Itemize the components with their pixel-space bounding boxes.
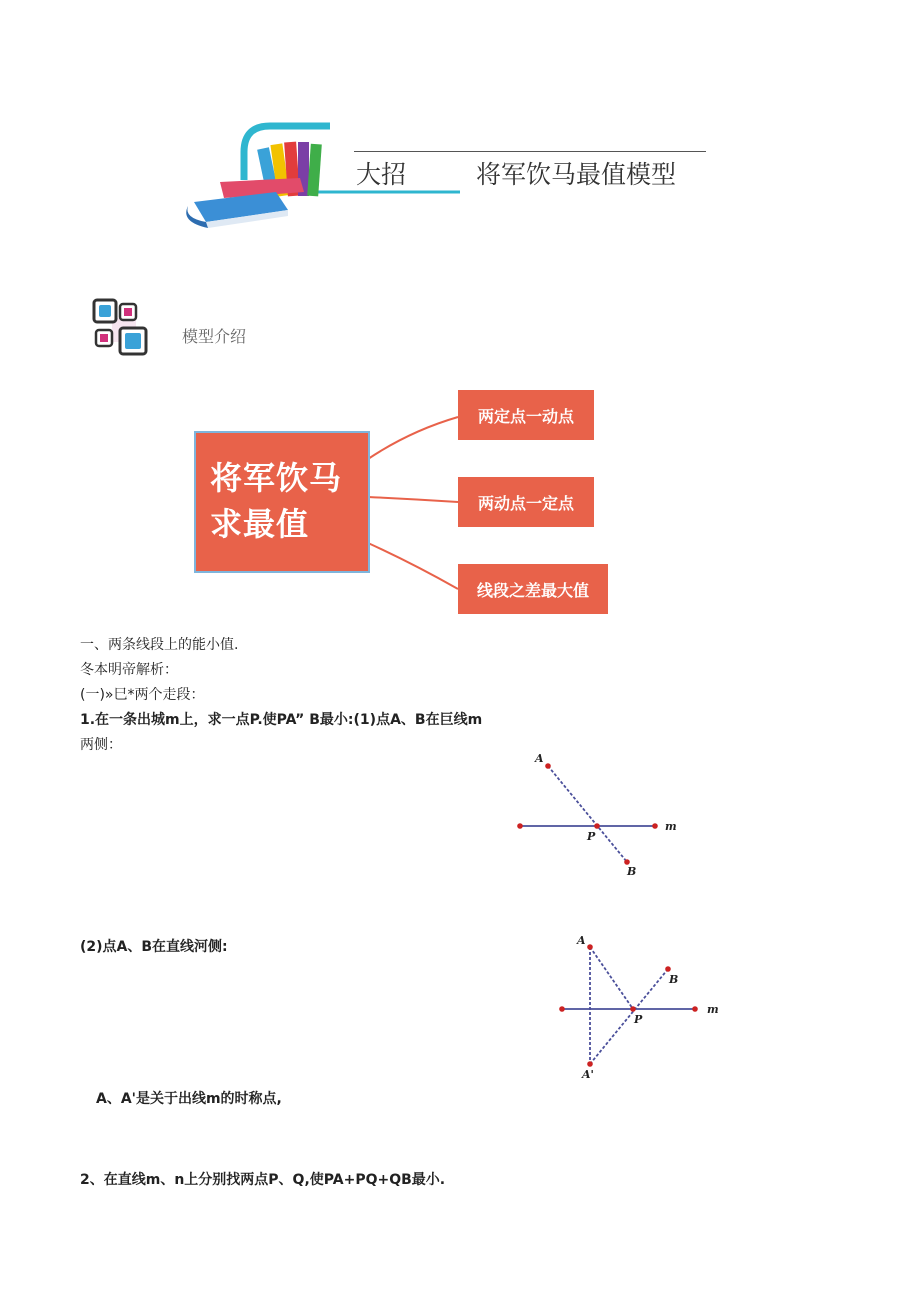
figure-1-point-a bbox=[545, 763, 551, 769]
figure-1-point-b bbox=[624, 859, 630, 865]
figure-2-point-a-prime bbox=[587, 1061, 593, 1067]
figure-2-label-b: B bbox=[669, 973, 679, 986]
page-title-prefix: 大招 bbox=[356, 160, 407, 189]
figure-2-point-b bbox=[665, 966, 671, 972]
text-line-4: 1.在一条出城m上，求一点P.使PA” B最小:(1)点A、B在巨线m bbox=[80, 712, 483, 728]
figure-1-point-left bbox=[517, 823, 523, 829]
section-label: 模型介绍 bbox=[182, 327, 247, 346]
text-line-2: 冬本明帝解析： bbox=[80, 662, 178, 678]
header-rule bbox=[354, 151, 706, 152]
figure-2-label-m: m bbox=[707, 1003, 719, 1016]
figure-2-diagram bbox=[550, 930, 730, 1082]
text-line-6: (2)点A、B在直线河侧: bbox=[80, 939, 228, 955]
figure-1-label-a: A bbox=[535, 752, 544, 765]
figure-1-label-b: B bbox=[627, 865, 637, 878]
figure-1-label-p: P bbox=[587, 830, 596, 843]
mindmap-branch-3: 线段之差最大值 bbox=[458, 564, 608, 614]
figure-1-label-m: m bbox=[665, 820, 677, 833]
modules-icon bbox=[90, 296, 152, 360]
figure-1-point-p bbox=[594, 823, 600, 829]
figure-2-label-a-prime: A' bbox=[582, 1068, 594, 1081]
mindmap-main-node bbox=[196, 433, 368, 571]
books-illustration bbox=[180, 122, 470, 232]
figure-2-label-a: A bbox=[577, 934, 586, 947]
mindmap-diagram bbox=[190, 385, 620, 620]
figure-1-point-right bbox=[652, 823, 658, 829]
mindmap-main-line1: 将军饮马 bbox=[210, 459, 343, 497]
figure-2-label-p: P bbox=[634, 1013, 643, 1026]
figure-2-point-p bbox=[630, 1006, 636, 1012]
mindmap-branch-2: 两动点一定点 bbox=[458, 477, 594, 527]
figure-2-point-a bbox=[587, 944, 593, 950]
figure-2-point-right bbox=[692, 1006, 698, 1012]
text-line-1: 一、两条线段上的能小值. bbox=[80, 637, 239, 653]
text-line-7: A、A'是关于出线m的时称点, bbox=[96, 1091, 282, 1107]
text-line-3: (一)»巳*两个走段： bbox=[80, 687, 205, 703]
mindmap-main-line2: 求最值 bbox=[210, 505, 310, 543]
figure-2-point-left bbox=[559, 1006, 565, 1012]
text-line-8: 2、在直线m、n上分别找两点P、Q,使PA+PQ+QB最小. bbox=[80, 1172, 446, 1188]
figure-1-diagram bbox=[510, 748, 690, 880]
page-title: 将军饮马最值模型 bbox=[476, 160, 677, 189]
text-line-5: 两侧： bbox=[80, 737, 122, 753]
mindmap-branch-1: 两定点一动点 bbox=[458, 390, 594, 440]
